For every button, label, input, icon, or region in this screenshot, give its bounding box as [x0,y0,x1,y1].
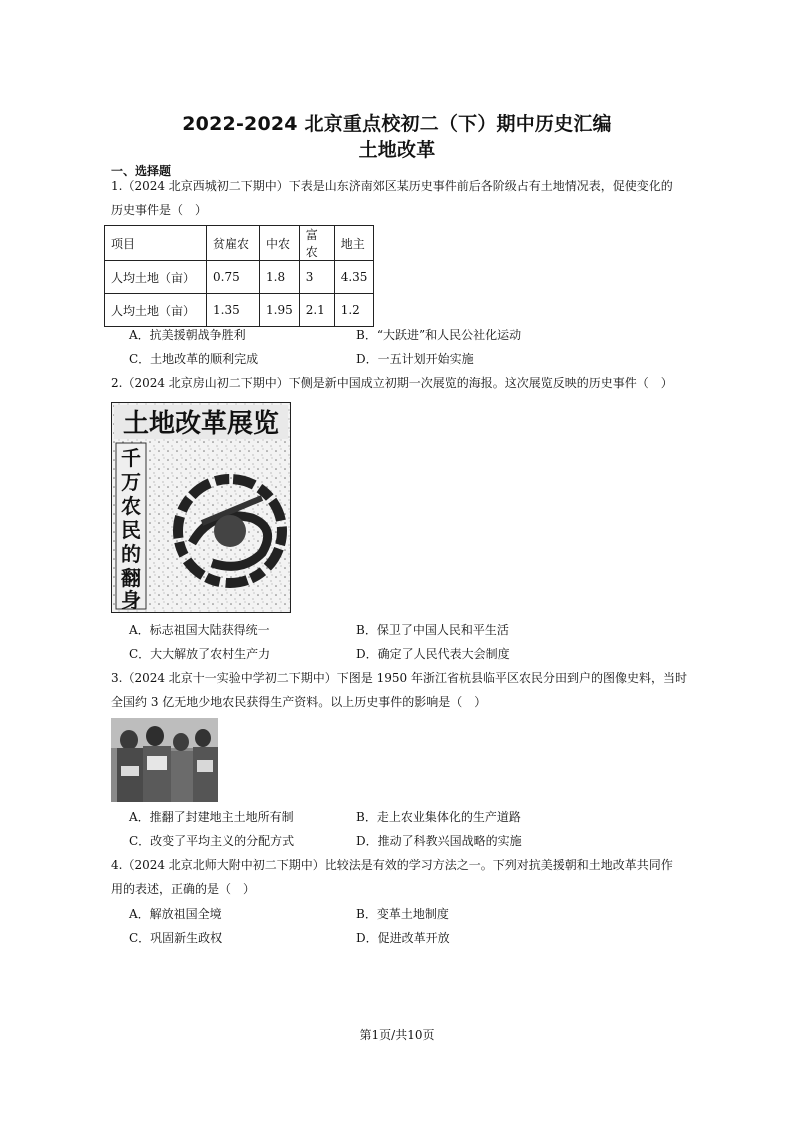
table-cell: 1.8 [260,261,300,294]
question-4-option-d: D．促进改革开放 [356,931,450,945]
page-footer: 第1页/共10页 [359,1028,435,1042]
table-header-cell: 富农 [299,226,334,261]
poster-artwork [112,403,290,612]
question-1-stem-line-1: 1.（2024 北京西城初二下期中）下表是山东济南郊区某历史事件前后各阶级占有土地情况表，促使变化的 [111,179,673,193]
poster-side-char: 身 [121,588,141,612]
question-3-stem-line-2: 全国约 3 亿无地少地农民获得生产资料。以上历史事件的影响是（ ） [111,695,487,709]
question-1-option-b: B．“大跃进”和人民公社化运动 [356,328,522,342]
question-3-option-d: D．推动了科教兴国战略的实施 [356,834,522,848]
question-4-stem-line-1: 4.（2024 北京北师大附中初二下期中）比较法是有效的学习方法之一。下列对抗美援朝和土地改革共同作 [111,858,673,872]
poster-side-char: 农 [121,494,141,518]
table-cell: 0.75 [207,261,260,294]
poster-side-char: 民 [121,518,141,542]
question-3-stem-line-1: 3.（2024 北京十一实验中学初二下期中）下图是 1950 年浙江省杭县临平区农民分田到户的图像史料，当时 [111,671,687,685]
table-cell: 2.1 [299,294,334,327]
poster-side-char: 万 [121,470,141,494]
page-subtitle: 土地改革 [358,139,436,161]
land-ownership-table [104,225,374,327]
question-4-option-b: B．变革土地制度 [356,907,449,921]
table-cell: 人均土地（亩） [105,294,207,327]
poster-side-char: 千 [121,446,141,470]
table-row [105,294,374,327]
section-heading: 一、选择题 [111,164,172,178]
question-3-option-b: B．走上农业集体化的生产道路 [356,810,521,824]
question-4-option-a: A．解放祖国全境 [129,907,222,921]
table-row [105,261,374,294]
question-2-option-b: B．保卫了中国人民和平生活 [356,623,509,637]
question-1-option-c: C．土地改革的顺利完成 [129,352,259,366]
historical-photo-image [111,718,218,802]
table-cell: 3 [299,261,334,294]
table-cell: 1.2 [334,294,374,327]
question-1-option-d: D．一五计划开始实施 [356,352,474,366]
farmers-land-distribution-photo [111,718,218,802]
question-2-option-a: A．标志祖国大陆获得统一 [129,623,270,637]
question-2-option-d: D．确定了人民代表大会制度 [356,647,510,661]
question-1-option-a: A．抗美援朝战争胜利 [129,328,246,342]
question-2-stem-line-1: 2.（2024 北京房山初二下期中）下侧是新中国成立初期一次展览的海报。这次展览反映的历史事件（ ） [111,376,673,390]
question-4-stem-line-2: 用的表述，正确的是（ ） [111,882,256,896]
land-reform-exhibition-poster [111,402,291,613]
poster-side-char: 的 [121,542,141,566]
question-1-stem-line-2: 历史事件是（ ） [111,203,208,217]
question-3-option-c: C．改变了平均主义的分配方式 [129,834,295,848]
table-header-cell: 贫雇农 [207,226,260,261]
poster-side-char: 翻 [121,566,141,590]
table-header-cell: 中农 [260,226,300,261]
table-cell: 1.35 [207,294,260,327]
page-title: 2022-2024 北京重点校初二（下）期中历史汇编 [182,113,612,135]
table-header-row [105,226,374,261]
table-cell: 4.35 [334,261,374,294]
table-cell: 1.95 [260,294,300,327]
table-header-cell: 地主 [334,226,374,261]
table-cell: 人均土地（亩） [105,261,207,294]
question-2-option-c: C．大大解放了农村生产力 [129,647,271,661]
question-4-option-c: C．巩固新生政权 [129,931,223,945]
question-3-option-a: A．推翻了封建地主土地所有制 [129,810,294,824]
poster-headline: 土地改革展览 [122,409,280,439]
table-header-cell: 项目 [105,226,207,261]
